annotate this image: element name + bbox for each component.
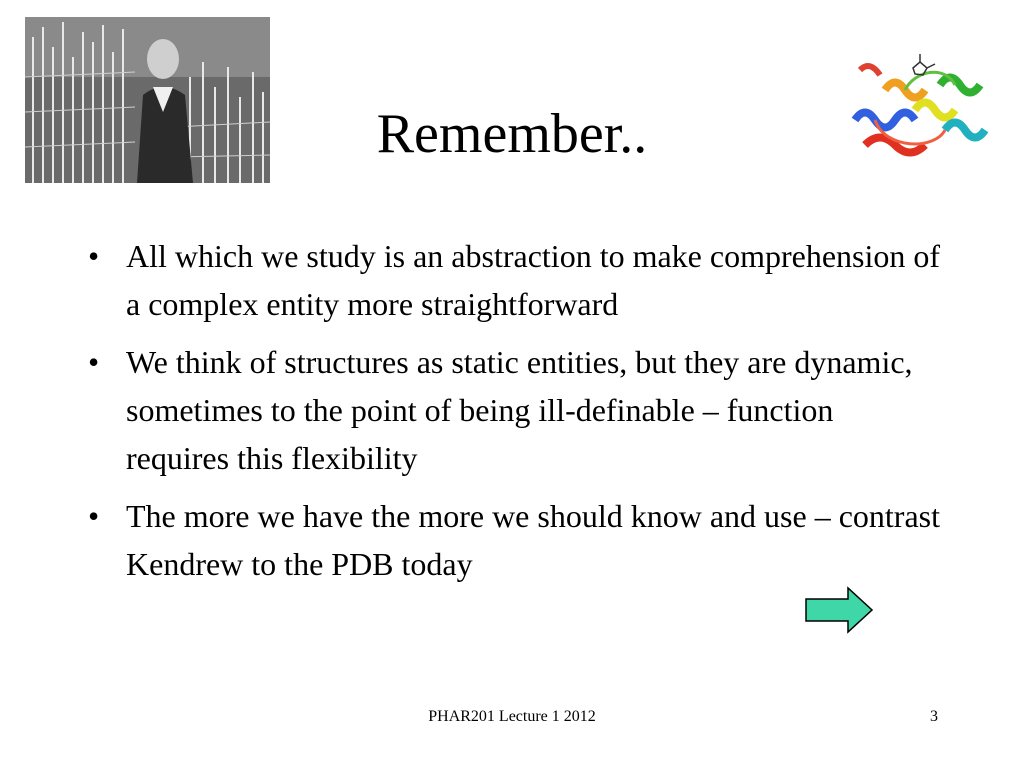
bullet-marker: • <box>88 498 100 534</box>
bullet-item <box>84 232 944 328</box>
footer-text: PHAR201 Lecture 1 2012 <box>428 708 596 725</box>
right-arrow-icon[interactable] <box>804 586 874 634</box>
slide-title: Remember.. <box>376 103 648 165</box>
bullet-marker: • <box>88 238 100 274</box>
bullet-marker: • <box>88 344 100 380</box>
page-number: 3 <box>930 708 938 725</box>
bullet-list <box>84 232 944 598</box>
bullet-item <box>84 338 944 482</box>
bullet-text: The more we have the more we should know and use – contrast Kendrew to the PDB today <box>126 498 940 582</box>
bullet-text: We think of structures as static entities, but they are dynamic, sometimes to the point of being ill-definable – function requires this flexibility <box>126 344 913 476</box>
bullet-text: All which we study is an abstraction to make comprehension of a complex entity more straightforward <box>126 238 941 322</box>
bullet-item <box>84 492 944 588</box>
